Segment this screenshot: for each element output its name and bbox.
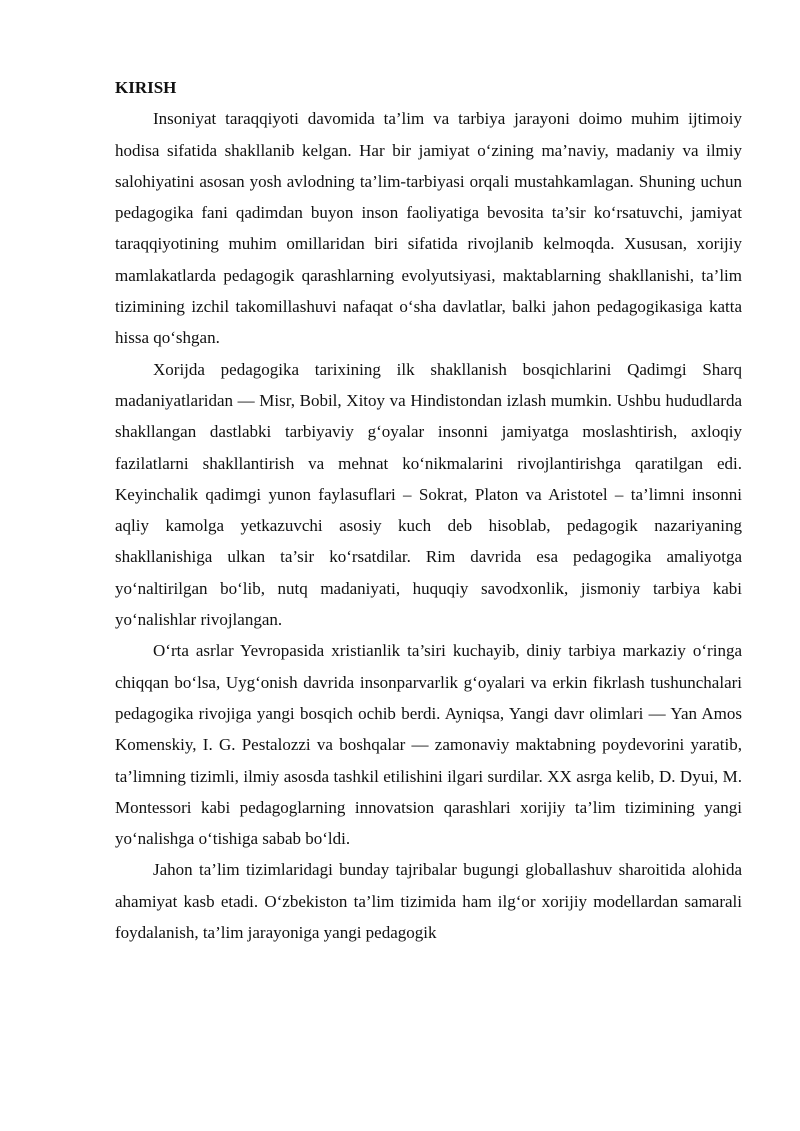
paragraph-3: O‘rta asrlar Yevropasida xristianlik ta’siri kuchayib, diniy tarbiya markaziy o‘ringa chiqqan bo‘lsa, Uyg‘onish davrida insonparvarlik g‘oyalari va erkin fikrlash tushunchalari pedagogika rivojiga yangi bosqich ochib berdi. Ayniqsa, Yangi davr olimlari — Yan Amos Komenskiy, I. G. Pestalozzi va boshqalar — zamonaviy maktabning poydevorini yaratib, ta’limning tizimli, ilmiy asosda tashkil etilishini ilgari surdilar. XX asrga kelib, D. Dyui, M. Montessori kabi pedagoglarning innovatsion qarashlari xorijiy ta’lim tizimining yangi yo‘nalishga o‘tishiga sabab bo‘ldi. bbox=[115, 641, 742, 849]
paragraph-4: Jahon ta’lim tizimlaridagi bunday tajribalar bugungi globallashuv sharoitida alohida ahamiyat kasb etadi. O‘zbekiston ta’lim tizimida ham ilg‘or xorijiy modellardan samarali foydalanish, ta’lim jarayoniga yangi pedagogik bbox=[115, 860, 742, 943]
paragraph-1: Insoniyat taraqqiyoti davomida ta’lim va tarbiya jarayoni doimo muhim ijtimoiy hodisa sifatida shakllanib kelgan. Har bir jamiyat o‘zining ma’naviy, madaniy va ilmiy salohiyatini asosan yosh avlodning ta’lim-tarbiyasi orqali mustahkamlagan. Shuning uchun pedagogika fani qadimdan buyon inson faoliyatiga bevosita ta’sir ko‘rsatuvchi, jamiyat taraqqiyotining muhim omillaridan biri sifatida rivojlanib kelmoqda. Xususan, xorijiy mamlakatlarda pedagogik qarashlarning evolyutsiyasi, maktablarning shakllanishi, ta’lim tizimining izchil takomillashuvi nafaqat o‘sha davlatlar, balki jahon pedagogikasiga katta hissa qo‘shgan. bbox=[115, 109, 742, 348]
paragraph-2: Xorijda pedagogika tarixining ilk shakllanish bosqichlarini Qadimgi Sharq madaniyatlaridan — Misr, Bobil, Xitoy va Hindistondan izlash mumkin. Ushbu hududlarda shakllangan dastlabki tarbiyaviy g‘oyalar insonni jamiyatga moslashtirish, axloqiy fazilatlarni shakllantirish va mehnat ko‘nikmalarini rivojlantirishga qaratilgan edi. Keyinchalik qadimgi yunon faylasuflari – Sokrat, Platon va Aristotel – ta’limni insonni aqliy kamolga yetkazuvchi asosiy kuch deb hisoblab, pedagogik nazariyaning shakllanishiga ulkan ta’sir ko‘rsatdilar. Rim davrida esa pedagogika amaliyotga yo‘naltirilgan bo‘lib, nutq madaniyati, huquqiy savodxonlik, jismoniy tarbiya kabi yo‘nalishlar rivojlangan. bbox=[115, 359, 742, 630]
document-page bbox=[115, 72, 742, 948]
section-heading: KIRISH bbox=[115, 78, 177, 97]
